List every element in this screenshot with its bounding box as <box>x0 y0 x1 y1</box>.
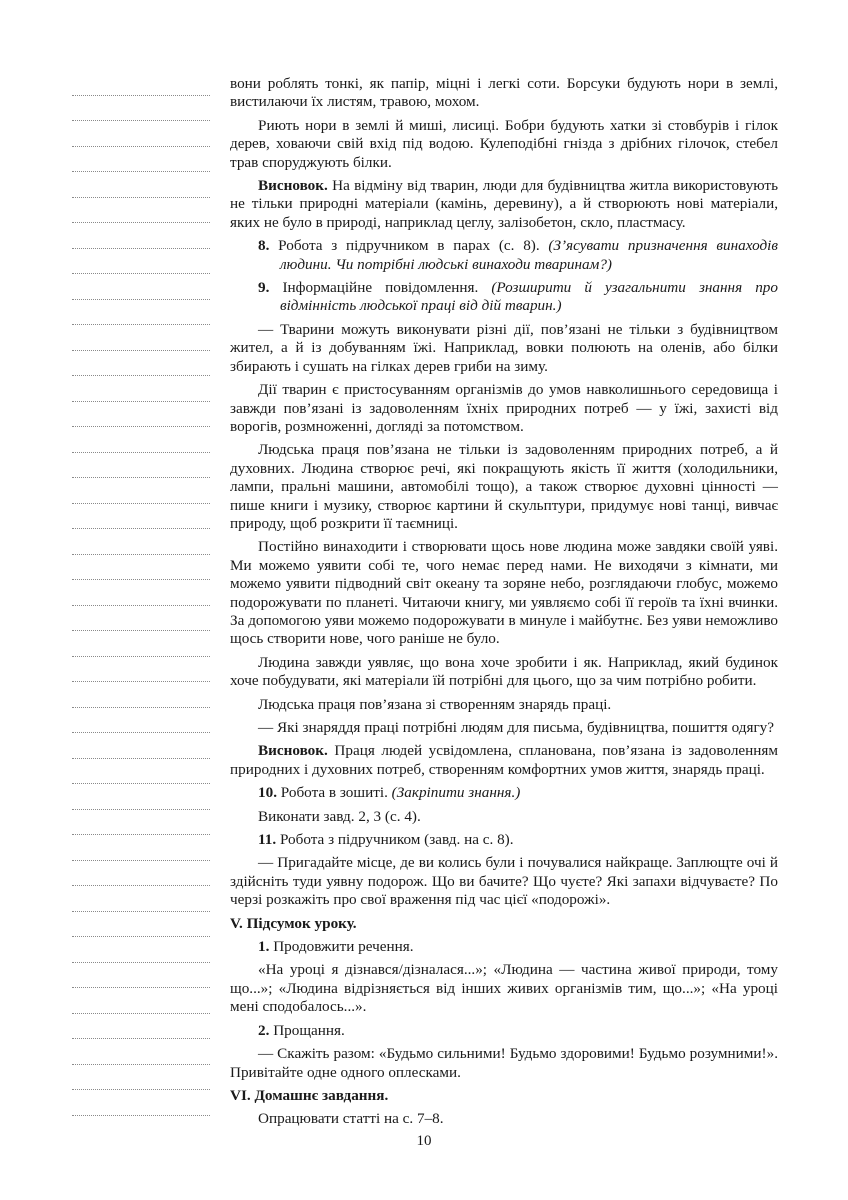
margin-line <box>72 1039 210 1065</box>
margin-line <box>72 784 210 810</box>
margin-line <box>72 835 210 861</box>
step-number: 8. <box>258 237 270 255</box>
paragraph-text: Постійно винаходити і створювати щось нове людина може завдяки своїй уяві. Ми можемо уявити собі те, чого немає перед нами. Не виходячи з кімнати, ми можемо уявити підводний світ океану та зоряне небо, розглядаючи глобус, можемо подорожувати по планеті. Читаючи книгу, ми уявляємо собі її героїв та їхні вчинки. За допомогою уяви можемо подорожувати в минуле і майбутнє. Без уяви неможливо щось створити нове, чого раніше не було. <box>230 538 778 648</box>
margin-line <box>72 325 210 351</box>
margin-line <box>72 733 210 759</box>
paragraph-text: вони роблять тонкі, як папір, міцні і легкі соти. Борсуки будують нори в землі, вистилаючи їх листям, травою, мохом. <box>230 75 778 111</box>
step-number: 1. <box>258 938 270 956</box>
paragraph-text: Людина завжди уявляє, що вона хоче зробити і як. Наприклад, який будинок хоче побудувати, які матеріали їй потрібні для цього, що за чим потрібно робити. <box>230 653 778 690</box>
paragraph-text: Дії тварин є пристосуванням організмів до умов навколишнього середовища і завжди пов’язані із задоволенням їхніх природних потреб — у їжі, захисті від ворогів, розмноженні, догляді за потомством. <box>230 381 778 435</box>
paragraph <box>230 696 778 714</box>
margin-line <box>72 70 210 96</box>
margin-line <box>72 708 210 734</box>
paragraph <box>230 538 778 648</box>
paragraph-text: — Які знаряддя праці потрібні людям для письма, будівництва, пошиття одягу? <box>258 719 775 736</box>
step-title: Робота з підручником (завд. на с. 8). <box>276 831 514 849</box>
paragraph-text: — Тварини можуть виконувати різні дії, пов’язані не тільки з будівництвом жител, а й із добуванням їжі. Наприклад, вовки полюють на оленів, або білки збирають і сушать на гілках дерев гриби на зиму. <box>230 320 778 375</box>
conclusion-label: Висновок. <box>258 742 328 760</box>
step-note: (Закріпити знання.) <box>391 784 521 802</box>
numbered-step <box>230 1022 778 1040</box>
margin-line <box>72 529 210 555</box>
margin-line <box>72 351 210 377</box>
step-number: 10. <box>258 784 277 802</box>
paragraph <box>230 1110 778 1128</box>
step-title: Інформаційне повідомлення. <box>269 279 492 297</box>
margin-line <box>72 453 210 479</box>
margin-line <box>72 147 210 173</box>
step-title: Прощання. <box>269 1021 345 1039</box>
margin-line <box>72 937 210 963</box>
margin-line <box>72 580 210 606</box>
numbered-step <box>230 237 778 274</box>
conclusion-paragraph <box>230 742 778 779</box>
margin-line <box>72 96 210 122</box>
paragraph <box>230 441 778 533</box>
step-title: Робота з підручником в парах (с. 8). <box>269 237 549 255</box>
paragraph <box>230 808 778 826</box>
margin-line <box>72 300 210 326</box>
margin-line <box>72 861 210 887</box>
margin-line <box>72 478 210 504</box>
margin-line <box>72 988 210 1014</box>
margin-line <box>72 657 210 683</box>
paragraph <box>230 1045 778 1082</box>
margin-line <box>72 376 210 402</box>
margin-line <box>72 810 210 836</box>
step-number: 2. <box>258 1021 270 1039</box>
numbered-step <box>230 279 778 316</box>
margin-line <box>72 759 210 785</box>
step-number: 11. <box>258 831 277 849</box>
paragraph-text: «На уроці я дізнався/дізналася...»; «Людина — частина живої природи, тому що...»; «Людина відрізняється від інших живих організмів тим, що...»; «На уроці мені сподобалось...». <box>230 961 778 1016</box>
paragraph-text: Риють нори в землі й миші, лисиці. Бобри будують хатки зі стовбурів і гілок дерев, ховаючи свій вхід під водою. Кулеподібні гнізда з дрібних гілочок, стебел трав споруджують білки. <box>230 116 778 171</box>
page-number: 10 <box>416 1133 432 1149</box>
paragraph-text: — Скажіть разом: «Будьмо сильними! Будьмо здоровими! Будьмо розумними!». Привітайте одне одного оплесками. <box>230 1045 778 1081</box>
margin-line <box>72 172 210 198</box>
section-heading <box>230 1087 778 1105</box>
paragraph-text: На відміну від тварин, люди для будівництва житла використовують не тільки природні матеріали (камінь, деревину), а й створюють нові матеріали, яких не було в природі, наприклад цеглу, залізобетон, скло, пластмасу. <box>230 177 778 231</box>
section-heading <box>230 915 778 933</box>
numbered-step <box>230 784 778 802</box>
paragraph <box>230 854 778 909</box>
margin-line <box>72 274 210 300</box>
conclusion-paragraph <box>230 177 778 232</box>
step-number: 9. <box>258 279 270 297</box>
margin-line <box>72 555 210 581</box>
paragraph <box>230 654 778 691</box>
paragraph <box>230 719 778 737</box>
paragraph-text: Виконати завд. 2, 3 (с. 4). <box>258 807 421 825</box>
section-title: VI. Домашнє завдання. <box>230 1086 389 1104</box>
paragraph-text: Людська праця пов’язана не тільки із задоволенням природних потреб, а й духовних. Людина створює речі, які покращують якість її життя (холодильники, лампи, пральні машини, автомобілі тощо), а також створює духовні цінності — пише книги і музику, створює картини й скульптури, придумує нові танці, вивчає природу, щоб розкрити її таємниці. <box>230 441 778 532</box>
lesson-text <box>230 75 778 1134</box>
paragraph <box>230 117 778 172</box>
margin-line <box>72 631 210 657</box>
paragraph <box>230 961 778 1016</box>
margin-notes-lines <box>72 70 210 1116</box>
margin-line <box>72 249 210 275</box>
margin-line <box>72 223 210 249</box>
margin-line <box>72 427 210 453</box>
paragraph <box>230 321 778 376</box>
margin-line <box>72 886 210 912</box>
step-note: (З’ясувати призначення винаходів людини. Чи потрібні людські винаходи тваринам?) <box>280 237 778 273</box>
step-note: (Розширити й узагальнити знання про відмінність людської праці від дій тварин.) <box>280 279 778 315</box>
paragraph-text: Людська праця пов’язана зі створенням знарядь праці. <box>258 695 612 713</box>
numbered-step <box>230 831 778 849</box>
paragraph <box>230 381 778 436</box>
paragraph-text: — Пригадайте місце, де ви колись були і почувалися найкраще. Заплющте очі й здійсніть туди уявну подорож. Що ви бачите? Що чуєте? Які запахи відчуваєте? По черзі розкажіть про свої враження під час цієї «подорожі». <box>230 854 778 909</box>
margin-line <box>72 1065 210 1091</box>
paragraph <box>230 75 778 112</box>
numbered-step <box>230 938 778 956</box>
margin-line <box>72 963 210 989</box>
margin-line <box>72 198 210 224</box>
paragraph-text: Праця людей усвідомлена, спланована, пов’язана із задоволенням природних і духовних потреб, створенням комфортних умов життя, знарядь праці. <box>230 742 778 778</box>
margin-line <box>72 682 210 708</box>
margin-line <box>72 121 210 147</box>
conclusion-label: Висновок. <box>258 177 328 195</box>
margin-line <box>72 1090 210 1116</box>
margin-line <box>72 912 210 938</box>
margin-line <box>72 504 210 530</box>
margin-line <box>72 402 210 428</box>
step-title: Робота в зошиті. <box>276 784 392 802</box>
section-title: V. Підсумок уроку. <box>230 914 357 932</box>
margin-line <box>72 1014 210 1040</box>
margin-line <box>72 606 210 632</box>
paragraph-text: Опрацювати статті на с. 7–8. <box>258 1110 444 1128</box>
step-title: Продовжити речення. <box>269 938 414 956</box>
